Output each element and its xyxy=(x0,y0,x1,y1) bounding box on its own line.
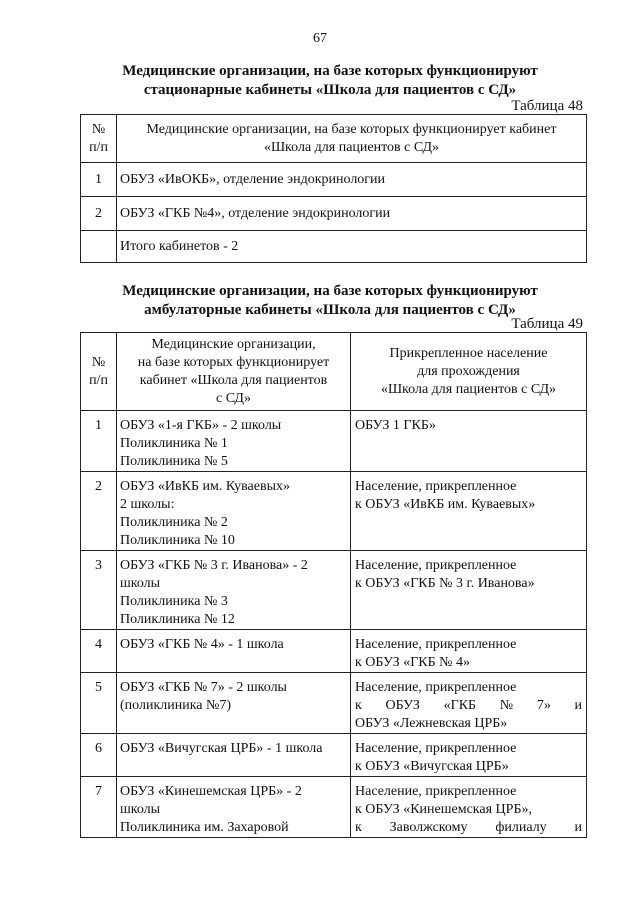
t49-row2-org: ОБУЗ «ИвКБ им. Куваевых» 2 школы: Поликлиника № 2 Поликлиника № 10 xyxy=(117,472,351,551)
table-row xyxy=(81,472,587,551)
word: к xyxy=(355,698,362,713)
table-48 xyxy=(80,114,587,263)
table-row xyxy=(81,777,587,838)
t49-row3-num: 3 xyxy=(81,551,117,630)
word: ОБУЗ xyxy=(385,698,420,713)
table-row xyxy=(81,231,587,263)
t49-row6-num: 6 xyxy=(81,734,117,777)
word: Заволжскому xyxy=(389,820,468,835)
section1-title-line1: Медицинские организации, на базе которых функционируют xyxy=(122,63,538,79)
word: и xyxy=(574,698,582,713)
t49-row3-pop: Население, прикрепленное к ОБУЗ «ГКБ № 3 г. Иванова» xyxy=(351,551,587,630)
word: «ГКБ xyxy=(443,698,477,713)
table-row xyxy=(81,197,587,231)
word: и xyxy=(574,820,582,835)
t48-header-num: № п/п xyxy=(81,115,117,163)
t49-row3-org: ОБУЗ «ГКБ № 3 г. Иванова» - 2 школы Поликлиника № 3 Поликлиника № 12 xyxy=(117,551,351,630)
t48-row1-num: 1 xyxy=(81,163,117,197)
t49-header-pop: Прикрепленное население для прохождения «Школа для пациентов с СД» xyxy=(351,333,587,411)
table-row xyxy=(81,411,587,472)
table-row xyxy=(81,551,587,630)
t49-row7-pop: Население, прикрепленное к ОБУЗ «Кинешемская ЦРБ», к Заволжскому филиалу и xyxy=(351,777,587,838)
t49-row6-org: ОБУЗ «Вичугская ЦРБ» - 1 школа xyxy=(117,734,351,777)
table49-label: Таблица 49 xyxy=(511,316,583,332)
table-row xyxy=(81,163,587,197)
t48-row2-num: 2 xyxy=(81,197,117,231)
t49-row6-pop: Население, прикрепленное к ОБУЗ «Вичугская ЦРБ» xyxy=(351,734,587,777)
t48-header-org: Медицинские организации, на базе которых функционирует кабинет «Школа для пациентов с СД» xyxy=(117,115,587,163)
t48-total-label: Итого кабинетов - 2 xyxy=(117,231,587,263)
word: 7» xyxy=(536,698,551,713)
t49-row5-pop: Население, прикрепленное к ОБУЗ «ГКБ № 7» и ОБУЗ «Лежневская ЦРБ» xyxy=(351,673,587,734)
t48-row1-org: ОБУЗ «ИвОКБ», отделение эндокринологии xyxy=(117,163,587,197)
t49-row5-org: ОБУЗ «ГКБ № 7» - 2 школы (поликлиника №7) xyxy=(117,673,351,734)
t49-row7-org: ОБУЗ «Кинешемская ЦРБ» - 2 школы Поликлиника им. Захаровой xyxy=(117,777,351,838)
t49-header-num: № п/п xyxy=(81,333,117,411)
justified-line xyxy=(355,819,582,837)
table-row xyxy=(81,673,587,734)
section1-title xyxy=(80,62,580,100)
table-49 xyxy=(80,332,587,838)
word: филиалу xyxy=(495,820,547,835)
section1-title-line2: стационарные кабинеты «Школа для пациентов с СД» xyxy=(143,82,517,98)
t49-row4-num: 4 xyxy=(81,630,117,673)
table-row xyxy=(81,734,587,777)
word: № xyxy=(499,698,514,713)
t49-row4-pop: Население, прикрепленное к ОБУЗ «ГКБ № 4» xyxy=(351,630,587,673)
t49-row1-pop: ОБУЗ 1 ГКБ» xyxy=(351,411,587,472)
t49-row1-num: 1 xyxy=(81,411,117,472)
t49-row4-org: ОБУЗ «ГКБ № 4» - 1 школа xyxy=(117,630,351,673)
t49-row5-num: 5 xyxy=(81,673,117,734)
section2-title-line2: амбулаторные кабинеты «Школа для пациентов с СД» xyxy=(144,302,516,318)
t49-row1-org: ОБУЗ «1-я ГКБ» - 2 школы Поликлиника № 1 Поликлиника № 5 xyxy=(117,411,351,472)
table48-label: Таблица 48 xyxy=(511,98,583,114)
t49-row2-pop: Население, прикрепленное к ОБУЗ «ИвКБ им. Куваевых» xyxy=(351,472,587,551)
t49-row7-num: 7 xyxy=(81,777,117,838)
t48-row2-org: ОБУЗ «ГКБ №4», отделение эндокринологии xyxy=(117,197,587,231)
table-row xyxy=(81,630,587,673)
t49-header-org: Медицинские организации, на базе которых функционирует кабинет «Школа для пациентов с СД» xyxy=(117,333,351,411)
page-number: 67 xyxy=(313,31,327,46)
word: к xyxy=(355,820,362,835)
section2-title xyxy=(80,282,580,320)
section2-title-line1: Медицинские организации, на базе которых функционируют xyxy=(122,283,538,299)
t48-total-num xyxy=(81,231,117,263)
justified-line xyxy=(355,697,582,715)
t49-row2-num: 2 xyxy=(81,472,117,551)
